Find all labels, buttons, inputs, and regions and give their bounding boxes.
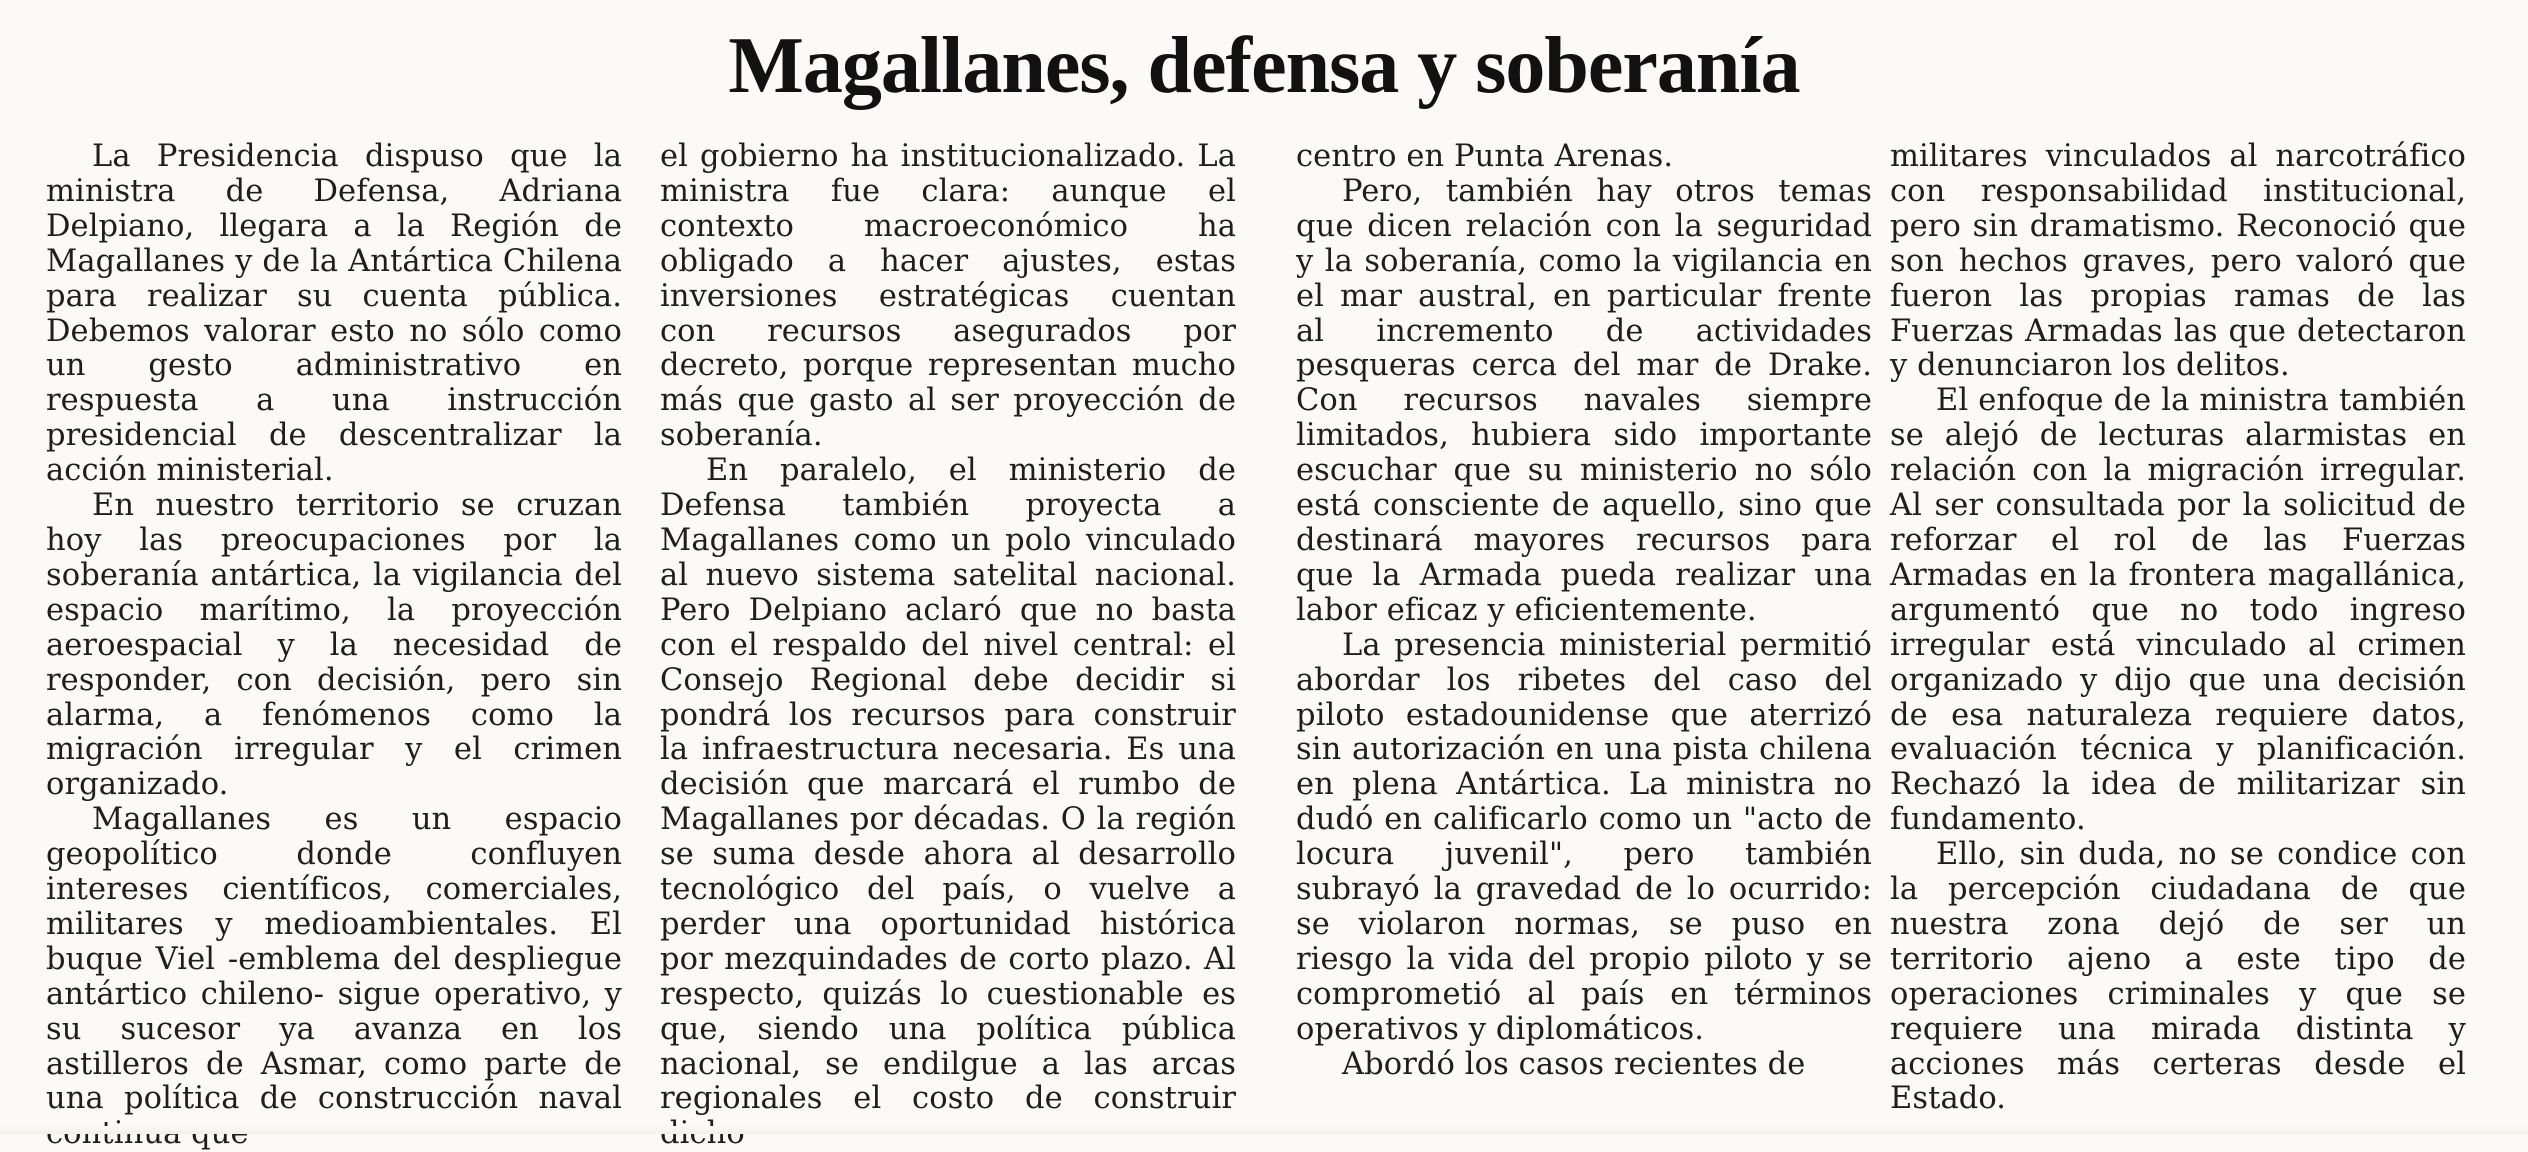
paragraph: militares vinculados al narcotráfico con responsabilidad institucional, pero sin dramatismo. Reconoció que son hechos graves, pero valoró que fueron las propias ramas de las Fuerzas Armadas las que detectaron y denunciaron los delitos. bbox=[1890, 139, 2466, 384]
paragraph: Pero, también hay otros temas que dicen relación con la seguridad y la soberanía, como la vigilancia en el mar austral, en particular frente al incremento de actividades pesqueras cerca del mar de Drake. Con recursos navales siempre limitados, hubiera sido importante escuchar que su ministerio no sólo está consciente de aquello, sino que destinará mayores recursos para que la Armada pueda realizar una labor eficaz y eficientemente. bbox=[1296, 173, 1872, 628]
paragraph: En paralelo, el ministerio de Defensa también proyecta a Magallanes como un polo vinculado al nuevo sistema satelital nacional. Pero Delpiano aclaró que no basta con el respaldo del nivel central: el Consejo Regional debe decidir si pondrá los recursos para construir la infraestructura necesaria. Es una decisión que marcará el rumbo de Magallanes por décadas. O la región se suma desde ahora al desarrollo tecnológico del país, o vuelve a perder una oportunidad histórica por mezquindades de corto plazo. Al respecto, quizás lo cuestionable es que, siendo una política pública nacional, se endilgue a las arcas regionales el costo de construir bbox=[660, 453, 1236, 1117]
article-column-1 bbox=[46, 140, 622, 1120]
paragraph: centro en Punta Arenas. bbox=[1296, 139, 1674, 174]
paragraph: En nuestro territorio se cruzan hoy las preocupaciones por la soberanía antártica, la vigilancia del espacio marítimo, la proyección aeroespacial y la necesidad de responder, con decisión, pero sin alarma, a fenómenos como la migración irregular y el crimen organizado. bbox=[46, 488, 622, 803]
paragraph: el gobierno ha institucionalizado. La ministra fue clara: aunque el contexto macroeconómico ha obligado a hacer ajustes, estas inversiones estratégicas cuentan con recursos asegurados por decreto, porque representan mucho más que gasto al ser proyección de soberanía. bbox=[660, 139, 1236, 454]
paragraph: La Presidencia dispuso que la ministra de Defensa, Adriana Delpiano, llegara a la Región de Magallanes y de la Antártica Chilena para realizar su cuenta pública. Debemos valorar esto no sólo como un gesto administrativo en respuesta a una instrucción presidencial de descentralizar la acción ministerial. bbox=[46, 139, 622, 489]
paragraph: Abordó los casos recientes de bbox=[1342, 1046, 1806, 1082]
article-column-4 bbox=[1890, 140, 2466, 1120]
article-headline: Magallanes, defensa y soberanía bbox=[728, 22, 1800, 110]
paragraph: Ello, sin duda, no se condice con la percepción ciudadana de que nuestra zona dejó de ser un territorio ajeno a este tipo de operaciones criminales y que se requiere una mirada distinta y acciones más certeras desde el Estado. bbox=[1890, 837, 2466, 1117]
paragraph: Magallanes es un espacio geopolítico donde confluyen intereses científicos, comerciales, militares y medioambientales. El buque Viel -emblema del despliegue antártico chileno- sigue operativo, y su sucesor ya avanza en los astilleros de Asmar, como parte de una política de construcción naval bbox=[46, 802, 622, 1117]
paragraph: El enfoque de la ministra también se alejó de lecturas alarmistas en relación con la migración irregular. Al ser consultada por la solicitud de reforzar el rol de las Fuerzas Armadas en la frontera magallánica, argumentó que no todo ingreso irregular está vinculado al crimen organizado y dijo que una decisión de esa naturaleza requiere datos, evaluación técnica y planificación. Rechazó la idea de militarizar sin fundamento. bbox=[1890, 383, 2466, 838]
paragraph: La presencia ministerial permitió abordar los ribetes del caso del piloto estadounidense que aterrizó sin autorización en una pista chilena en plena Antártica. La ministra no dudó en calificarlo como un "acto de locura juvenil", pero también subrayó la gravedad de lo ocurrido: se violaron normas, se puso en riesgo la vida del propio piloto y se comprometió al país en términos operativos y diplomáticos. bbox=[1296, 627, 1872, 1047]
article-column-2 bbox=[660, 140, 1236, 1120]
article-column-3 bbox=[1296, 140, 1872, 1120]
page-bottom-edge bbox=[0, 1126, 2528, 1134]
